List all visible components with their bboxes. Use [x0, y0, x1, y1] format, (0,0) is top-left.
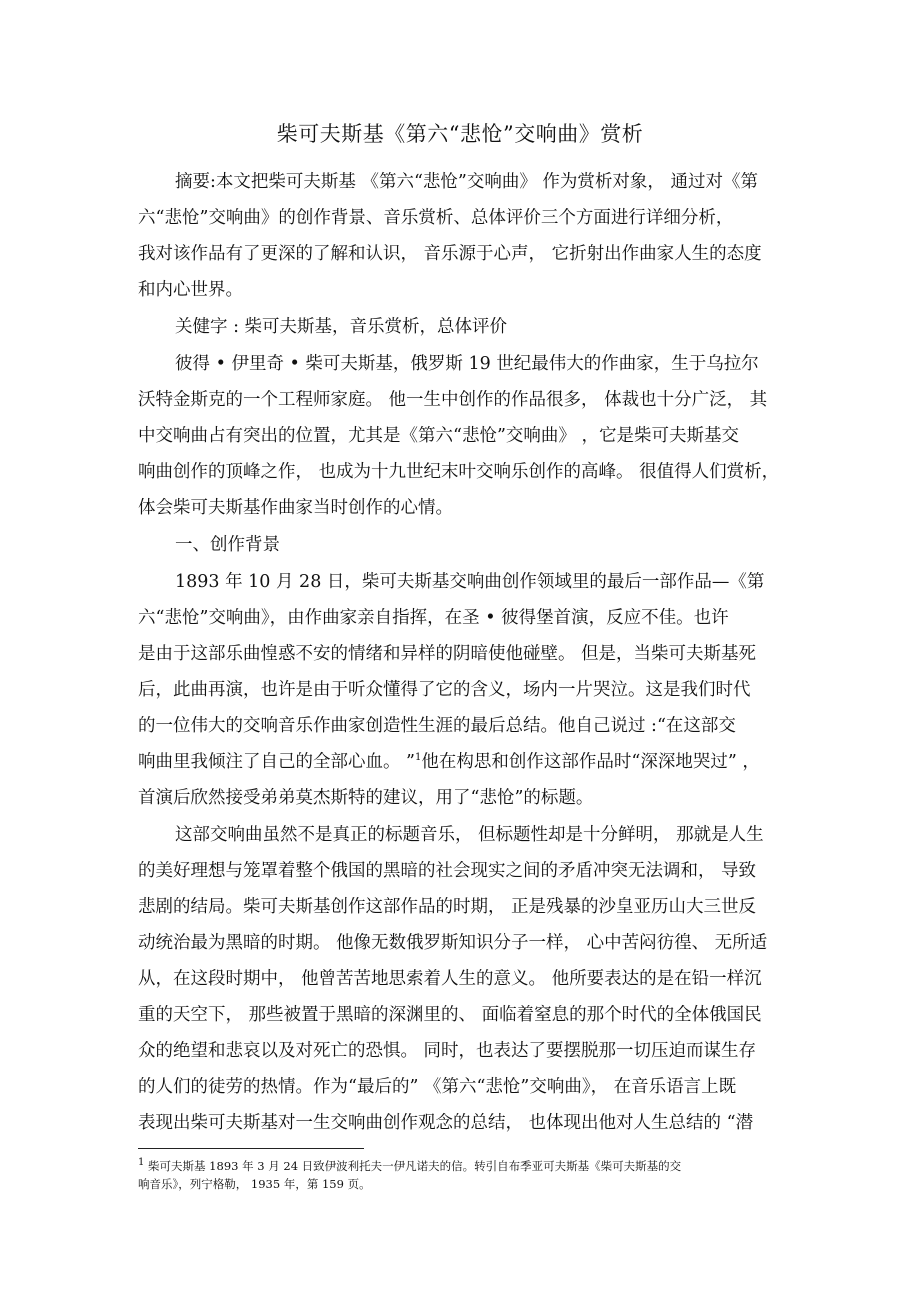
- abstract-line: 我对该作品有了更深的了解和认识， 音乐源于心声， 它折射出作曲家人生的态度: [138, 244, 762, 264]
- section-heading: 一、创作背景: [175, 535, 280, 555]
- body-line: 悲剧的结局。柴可夫斯基创作这部作品的时期， 正是残暴的沙皇亚历山大三世反: [138, 897, 757, 917]
- footnote-line: [138, 1158, 681, 1174]
- body-line: 后，此曲再演，也许是由于听众懂得了它的含义，场内一片哭泣。这是我们时代: [138, 680, 751, 700]
- body-line: 的人们的徒劳的热情。作为“最后的” 《第六“悲怆”交响曲》， 在音乐语言上既: [138, 1077, 737, 1097]
- keywords-line: 关健字 : 柴可夫斯基，音乐赏析，总体评价: [175, 317, 508, 337]
- intro-line: 中交响曲占有突出的位置，尤其是《第六“悲怆”交响曲》 ，它是柴可夫斯基交: [138, 426, 739, 446]
- intro-line: 响曲创作的顶峰之作， 也成为十九世纪末叶交响乐创作的高峰。 很值得人们赏析，: [138, 462, 780, 482]
- body-line: 众的绝望和悲哀以及对死亡的恐惧。 同时，也表达了要摆脱那一切压迫而谋生存: [138, 1041, 757, 1061]
- footnote-mark: 1: [138, 1157, 145, 1169]
- abstract-line: 六“悲怆”交响曲》的创作背景、音乐赏析、总体评价三个方面进行详细分析，: [138, 208, 734, 228]
- footnote-text: 柴可夫斯基 1893 年 3 月 24 日致伊波利托夫一伊凡诺夫的信。转引自布季亚可夫斯基《柴可夫斯基的交: [144, 1159, 682, 1173]
- footnote-divider: [138, 1148, 364, 1149]
- abstract-line: 和内心世界。: [138, 280, 243, 300]
- body-line: 1893 年 10 月 28 日，柴可夫斯基交响曲创作领域里的最后一部作品—《第: [175, 572, 765, 592]
- footnote-reference[interactable]: 1: [415, 752, 422, 764]
- abstract-line: 摘要:本文把柴可夫斯基 《第六“悲怆”交响曲》 作为赏析对象， 通过对《第: [175, 172, 758, 192]
- body-line: 动统治最为黑暗的时期。 他像无数俄罗斯知识分子一样， 心中苦闷彷徨、 无所适: [138, 933, 768, 953]
- body-text: 响曲里我倾注了自己的全部心血。 ”: [138, 752, 416, 772]
- body-line: 的一位伟大的交响音乐作曲家创造性生涯的最后总结。他自己说过 :“在这部交: [138, 716, 736, 736]
- footnote-line: 响音乐》，列宁格勒， 1935 年，第 159 页。: [138, 1177, 371, 1191]
- body-line: 的美好理想与笼罩着整个俄国的黑暗的社会现实之间的矛盾冲突无法调和， 导致: [138, 861, 757, 881]
- body-text: 他在构思和创作这部作品时“深深地哭过” ，: [421, 752, 760, 772]
- body-line: 表现出柴可夫斯基对一生交响曲创作观念的总结， 也体现出他对人生总结的 “潜: [138, 1113, 754, 1133]
- intro-line: 体会柴可夫斯基作曲家当时创作的心情。: [138, 498, 453, 518]
- intro-line: 彼得 • 伊里奇 • 柴可夫斯基，俄罗斯 19 世纪最伟大的作曲家，生于乌拉尔: [175, 354, 759, 374]
- body-line: 首演后欣然接受弟弟莫杰斯特的建议，用了“悲怆”的标题。: [138, 788, 594, 808]
- document-title: 柴可夫斯基《第六“悲怆”交响曲》赏析: [276, 122, 644, 146]
- body-line: 从，在这段时期中， 他曾苦苦地思索着人生的意义。 他所要表达的是在铅一样沉: [138, 969, 762, 989]
- body-line: 是由于这部乐曲惶惑不安的情绪和异样的阴暗使他碰壁。 但是，当柴可夫斯基死: [138, 644, 757, 664]
- intro-line: 沃特金斯克的一个工程师家庭。 他一生中创作的作品很多， 体裁也十分广泛， 其: [138, 390, 768, 410]
- body-line: 重的天空下， 那些被置于黑暗的深渊里的、 面临着窒息的那个时代的全体俄国民: [138, 1005, 762, 1025]
- body-line: 这部交响曲虽然不是真正的标题音乐， 但标题性却是十分鲜明， 那就是人生: [175, 825, 764, 845]
- body-line-with-footnote: [138, 750, 760, 774]
- body-line: 六“悲怆”交响曲》，由作曲家亲自指挥，在圣 • 彼得堡首演，反应不佳。也许: [138, 608, 729, 628]
